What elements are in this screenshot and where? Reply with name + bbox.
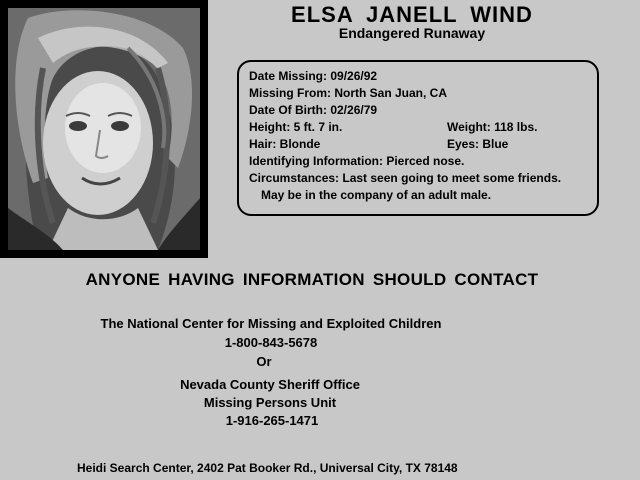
- weight: Weight: 118 lbs.: [447, 120, 538, 134]
- eyes: Eyes: Blue: [447, 137, 509, 151]
- person-name: ELSA JANELL WIND: [291, 2, 533, 27]
- case-category: Endangered Runaway: [338, 25, 486, 41]
- date-of-birth: Date Of Birth: 02/26/79: [249, 103, 378, 117]
- identifying-info: Identifying Information: Pierced nose.: [249, 154, 465, 168]
- details-box: [237, 60, 599, 216]
- circumstances-line-1: Circumstances: Last seen going to meet some friends.: [249, 171, 562, 185]
- circumstances-line-2: May be in the company of an adult male.: [261, 188, 492, 202]
- missing-from: Missing From: North San Juan, CA: [249, 86, 448, 100]
- contact-heading: ANYONE HAVING INFORMATION SHOULD CONTACT: [85, 270, 539, 289]
- org2-name: Nevada County Sheriff Office: [180, 377, 360, 392]
- org2-unit: Missing Persons Unit: [203, 395, 337, 410]
- date-missing: Date Missing: 09/26/92: [249, 69, 378, 83]
- org1-phone: 1-800-843-5678: [224, 335, 318, 350]
- footer-address: Heidi Search Center, 2402 Pat Booker Rd., Universal City, TX 78148: [77, 461, 458, 475]
- missing-person-photo: [8, 8, 200, 250]
- org2-phone: 1-916-265-1471: [225, 413, 319, 428]
- portrait-image: [8, 8, 200, 250]
- org1-name: The National Center for Missing and Exploited Children: [100, 316, 442, 331]
- photo-frame: [0, 0, 208, 258]
- or-separator: Or: [256, 354, 272, 369]
- hair-eyes-row: [249, 137, 589, 151]
- height: Height: 5 ft. 7 in.: [249, 120, 343, 134]
- hair: Hair: Blonde: [249, 137, 321, 151]
- height-weight-row: [249, 120, 589, 134]
